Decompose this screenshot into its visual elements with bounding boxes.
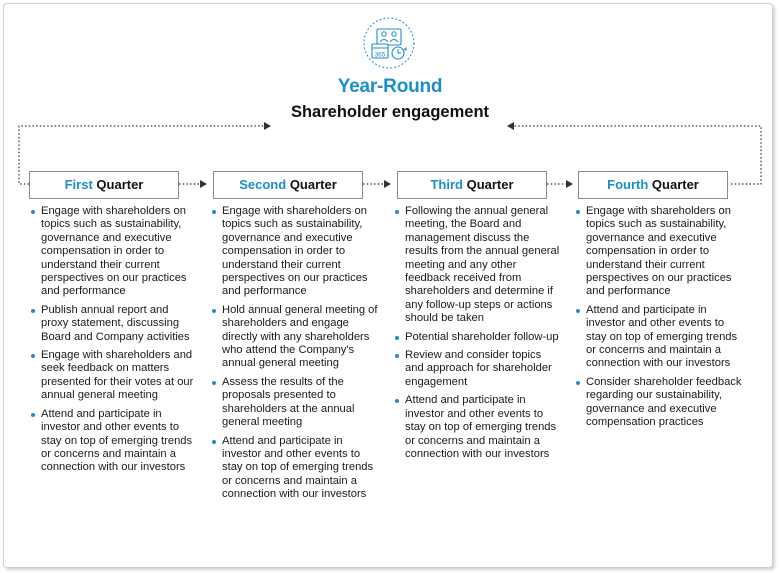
quarter-ordinal: Second	[239, 177, 287, 192]
list-item: Hold annual general meeting of shareholders and engage directly with any shareholders who attend the Company's annual general meeting	[211, 304, 379, 371]
quarter-list-second	[211, 205, 379, 507]
diagram-subtitle: Shareholder engagement	[290, 103, 490, 121]
quarter-box-fourth	[578, 171, 728, 199]
list-item: Attend and participate in investor and other events to stay on top of emerging trends or concerns and maintain a connection with our investors	[394, 394, 562, 461]
list-item: Assess the results of the proposals presented to shareholders at the annual general meeting	[211, 376, 379, 430]
list-item: Attend and participate in investor and other events to stay on top of emerging trends or concerns and maintain a connection with our investors	[30, 408, 198, 475]
list-item: Following the annual general meeting, the Board and management discuss the results from the annual general meeting and any other feedback received from shareholders and determine if any follow-up steps or actions should be taken	[394, 205, 562, 326]
list-item: Review and consider topics and approach for shareholder engagement	[394, 349, 562, 389]
list-item: Publish annual report and proxy statement, discussing Board and Company activities	[30, 304, 198, 344]
quarter-list-first	[30, 205, 198, 480]
quarter-word: Quarter	[96, 177, 144, 192]
diagram-title: Year-Round	[337, 76, 443, 97]
quarter-word: Quarter	[651, 177, 699, 192]
quarter-box-third	[397, 171, 547, 199]
quarter-ordinal: First	[64, 177, 93, 192]
list-item: Engage with shareholders and seek feedback on matters presented for their votes at our annual general meeting	[30, 349, 198, 403]
list-item: Engage with shareholders on topics such as sustainability, governance and executive compensation in order to understand their current perspectives on our practices and performance	[211, 205, 379, 299]
list-item: Attend and participate in investor and other events to stay on top of emerging trends or concerns and maintain a connection with our investors	[575, 304, 743, 371]
list-item: Potential shareholder follow-up	[394, 331, 562, 344]
list-item: Engage with shareholders on topics such as sustainability, governance and executive compensation in order to understand their current perspectives on our practices and performance	[575, 205, 743, 299]
quarter-list-fourth	[575, 205, 743, 435]
list-item: Consider shareholder feedback regarding our sustainability, governance and executive compensation practices	[575, 376, 743, 430]
quarter-box-second	[213, 171, 363, 199]
quarter-ordinal: Fourth	[607, 177, 649, 192]
quarter-ordinal: Third	[430, 177, 463, 192]
quarter-list-third	[394, 205, 562, 466]
list-item: Engage with shareholders on topics such as sustainability, governance and executive compensation in order to understand their current perspectives on our practices and performance	[30, 205, 198, 299]
icon-365-label: 365	[374, 51, 386, 59]
quarter-box-first	[29, 171, 179, 199]
quarter-word: Quarter	[289, 177, 337, 192]
quarter-word: Quarter	[466, 177, 514, 192]
list-item: Attend and participate in investor and other events to stay on top of emerging trends or concerns and maintain a connection with our investors	[211, 435, 379, 502]
